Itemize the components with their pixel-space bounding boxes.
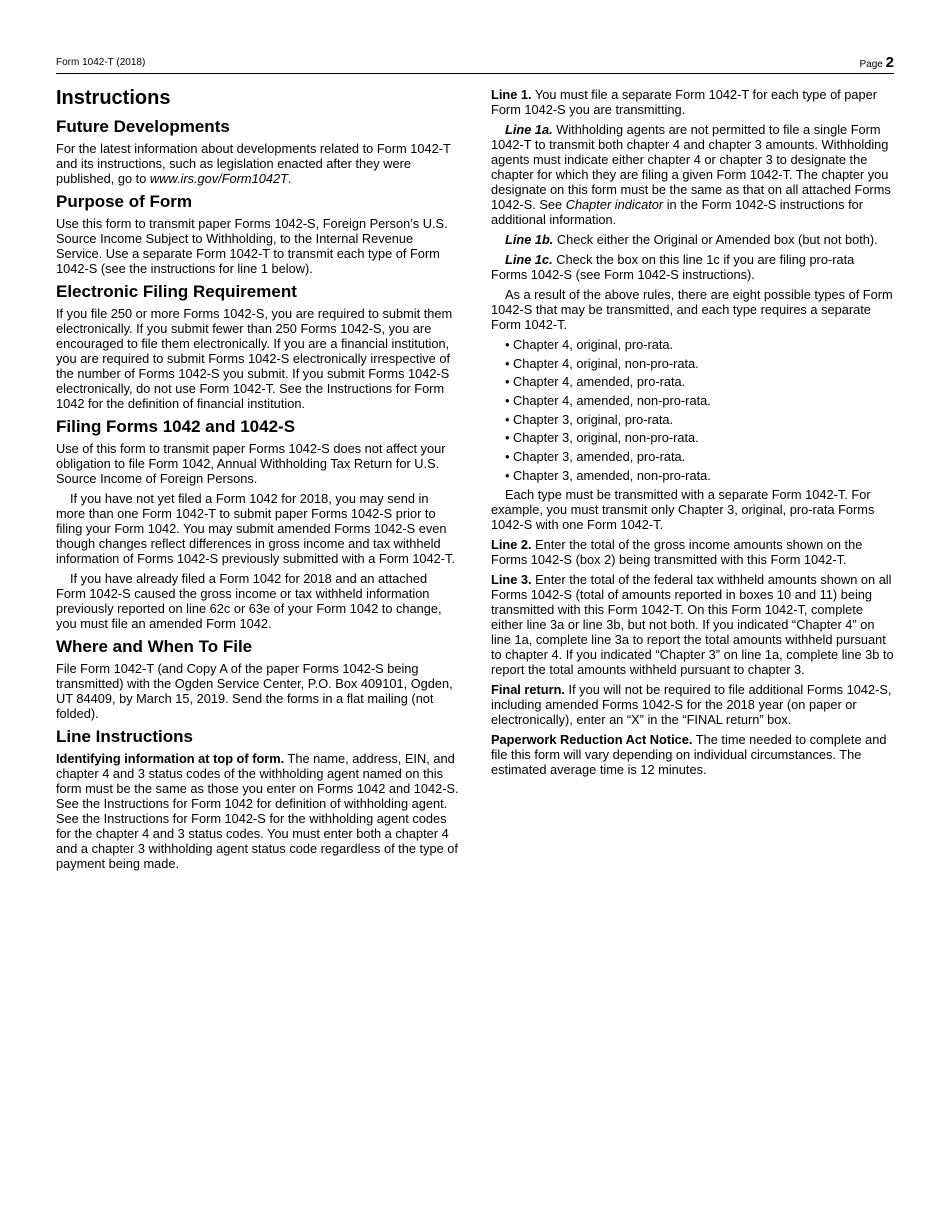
filing-heading: Filing Forms 1042 and 1042-S [56, 417, 296, 436]
line1b-text: Line 1b. Check either the Original or Amended box (but not both). [505, 232, 878, 247]
line-instructions-heading: Line Instructions [56, 727, 193, 746]
future-developments-heading: Future Developments [56, 117, 230, 136]
irs-url-link[interactable]: www.irs.gov/Form1042T [149, 171, 288, 186]
where-when-heading: Where and When To File [56, 637, 253, 656]
types-intro: As a result of the above rules, there are eight possible types of Form 1042-S that may be transmitted, and each type requires a separate Form 1042-T. [491, 287, 893, 332]
form-title: Form 1042-T (2018) [56, 57, 146, 68]
filing-paragraph-3: If you have already filed a Form 1042 for 2018 and an attached Form 1042-S caused the gross income or tax withheld information previously reported on line 62c or 63e of your Form 1042 to change, you must file an amended Form 1042. [56, 571, 442, 631]
instructions-title: Instructions [56, 87, 171, 109]
efile-heading: Electronic Filing Requirement [56, 282, 297, 301]
efile-text: If you file 250 or more Forms 1042-S, you are required to submit them electronically. If you submit fewer than 250 Forms 1042-S, you are encouraged to file them electronically. If you are a financial institution, you are required to submit Forms 1042-S electronically irrespective of the number of Forms 1042-S you submit. If you submit Forms 1042-S electronically, do not use Form 1042-T. See the Instructions for Form 1042 for the definition of financial institution. [56, 306, 453, 411]
list-item: • Chapter 3, original, non-pro-rata. [505, 430, 699, 446]
final-return-text: Final return. If you will not be required to file additional Forms 1042-S, including amended Forms 1042-S for the 2018 year (on paper or electronically), enter an “X” in the “FINAL return” box. [491, 681, 892, 727]
header-rule [56, 73, 894, 74]
list-item: • Chapter 3, original, pro-rata. [505, 411, 674, 427]
list-item: • Chapter 3, amended, pro-rata. [505, 449, 686, 465]
line1a-text: Line 1a. Withholding agents are not permitted to file a single Form 1042-T to transmit both chapter 4 and chapter 3 amounts. Withholding agents must indicate either chapter 4 or chapter 3 to designate the chapter for which they are filing a given Form 1042-T. The chapter you designate on this form must be the same as that on all attached Forms 1042-S. See Chapter indicator in the Form 1042-S instructions for additional information. [491, 122, 891, 227]
list-item: • Chapter 4, original, pro-rata. [505, 337, 674, 352]
identifying-info-text: Identifying information at top of form. The name, address, EIN, and chapter 4 and 3 status codes of the withholding agent named on this form must be the same as those you enter on Forms 1042 and 1042-S. See the Instructions for Form 1042 for definition of withholding agent. See the Instructions for Form 1042-S for the withholding agent codes for the chapter 4 and 3 status codes. You must enter both a chapter 4 and a chapter 3 withholding agent status code regardless of the type of payment being made. [56, 751, 459, 871]
filing-paragraph-1: Use of this form to transmit paper Forms 1042-S does not affect your obligation to file Form 1042, Annual Withholding Tax Return for U.S. Source Income of Foreign Persons. [56, 441, 446, 486]
where-when-text: File Form 1042-T (and Copy A of the paper Forms 1042-S being transmitted) with the Ogden Service Center, P.O. Box 409101, Ogden, UT 84409, by March 15, 2019. Send the forms in a flat mailing (not folded). [56, 661, 453, 721]
list-item: • Chapter 4, amended, pro-rata. [505, 374, 686, 390]
page-number: 2 [885, 54, 894, 71]
line1c-text: Line 1c. Check the box on this line 1c if you are filing pro-rata Forms 1042-S (see Form 1042-S instructions). [491, 252, 855, 282]
page-indicator [860, 54, 894, 71]
right-column [491, 87, 894, 782]
line1-text: Line 1. You must file a separate Form 1042-T for each type of paper Form 1042-S you are transmitting. [491, 87, 878, 117]
list-item: • Chapter 3, amended, non-pro-rata. [505, 467, 711, 483]
list-item: • Chapter 4, amended, non-pro-rata. [505, 393, 711, 409]
filing-paragraph-2: If you have not yet filed a Form 1042 for 2018, you may send in more than one Form 1042-T to submit paper Forms 1042-S prior to filing your Form 1042. You may submit amended Forms 1042-S even though changes reflect differences in gross income and tax withheld information of Forms 1042-S previously submitted with a Form 1042-T. [56, 491, 455, 566]
page-label: Page [859, 59, 883, 70]
types-outro: Each type must be transmitted with a separate Form 1042-T. For example, you must transmit only Chapter 3, original, pro-rata Forms 1042-S with one Form 1042-T. [491, 486, 875, 532]
line2-text: Line 2. Enter the total of the gross income amounts shown on the Forms 1042-S (box 2) being transmitted with this Form 1042-T. [491, 536, 863, 567]
list-item: • Chapter 4, original, non-pro-rata. [505, 355, 699, 371]
purpose-text: Use this form to transmit paper Forms 1042-S, Foreign Person’s U.S. Source Income Subject to Withholding, to the Internal Revenue Service. Use a separate Form 1042-T to transmit each type of Form 1042-S (see the instructions for line 1 below). [56, 216, 448, 276]
purpose-heading: Purpose of Form [56, 192, 193, 211]
left-column [56, 82, 460, 876]
line3-text: Line 3. Enter the total of the federal tax withheld amounts shown on all Forms 1042-S (total of amounts reported in boxes 10 and 11) being transmitted with this Form 1042-T. On this Form 1042-T, complete either line 3a or line 3b, but not both. If you indicated “Chapter 4” on line 1a, complete line 3a to report the total amounts withheld pursuant to chapter 4. If you indicated “Chapter 3” on line 1a, complete line 3b to report the total amounts withheld pursuant to chapter 3. [491, 571, 894, 677]
future-developments-text: For the latest information about developments related to Form 1042-T and its instructions, such as legislation enacted after they were published, go to www.irs.gov/Form1042T. [56, 141, 451, 186]
paperwork-notice-text: Paperwork Reduction Act Notice. The time needed to complete and file this form will vary depending on individual circumstances. The estimated average time is 12 minutes. [491, 731, 887, 777]
types-list [491, 337, 894, 483]
